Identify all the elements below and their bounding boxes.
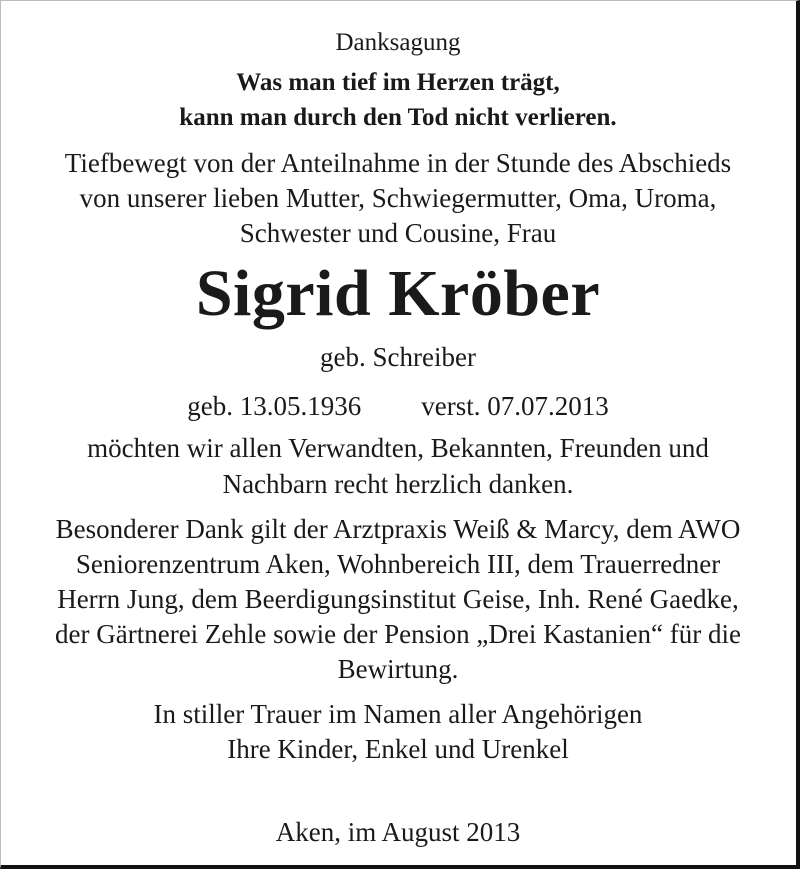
special-thanks-line-5: Bewirtung. xyxy=(337,654,459,684)
intro-line-1: Tiefbewegt von der Anteilnahme in der Stunde des Abschieds xyxy=(64,148,732,178)
special-thanks-line-2: Seniorenzentrum Aken, Wohnbereich III, dem Trauerredner xyxy=(75,549,721,579)
special-thanks-line-4: der Gärtnerei Zehle sowie der Pension „Drei Kastanien“ für die xyxy=(55,619,741,649)
death-date: verst. 07.07.2013 xyxy=(421,391,609,421)
signoff-line-1: In stiller Trauer im Namen aller Angehörigen xyxy=(153,699,643,729)
thanks-line-2: Nachbarn recht herzlich danken. xyxy=(222,469,574,499)
intro-line-2: von unserer lieben Mutter, Schwiegermutter, Oma, Uroma, xyxy=(79,183,717,213)
motto-line-1: Was man tief im Herzen trägt, xyxy=(236,69,560,96)
life-dates xyxy=(0,389,796,423)
maiden-name: geb. Schreiber xyxy=(320,342,476,372)
motto-line-2: kann man durch den Tod nicht verlieren. xyxy=(179,104,617,131)
notice-title: Danksagung xyxy=(335,29,461,56)
deceased-name: Sigrid Kröber xyxy=(195,257,601,330)
thanks-line-1: möchten wir allen Verwandten, Bekannten, Freunden und xyxy=(87,433,709,463)
signoff-line-2: Ihre Kinder, Enkel und Urenkel xyxy=(227,734,569,764)
birth-date: geb. 13.05.1936 xyxy=(187,391,362,421)
special-thanks-line-3: Herrn Jung, dem Beerdigungsinstitut Geise, Inh. René Gaedke, xyxy=(57,584,739,614)
intro-line-3: Schwester und Cousine, Frau xyxy=(239,218,557,248)
special-thanks-line-1: Besonderer Dank gilt der Arztpraxis Weiß & Marcy, dem AWO xyxy=(55,514,741,544)
place-and-date: Aken, im August 2013 xyxy=(275,817,521,847)
